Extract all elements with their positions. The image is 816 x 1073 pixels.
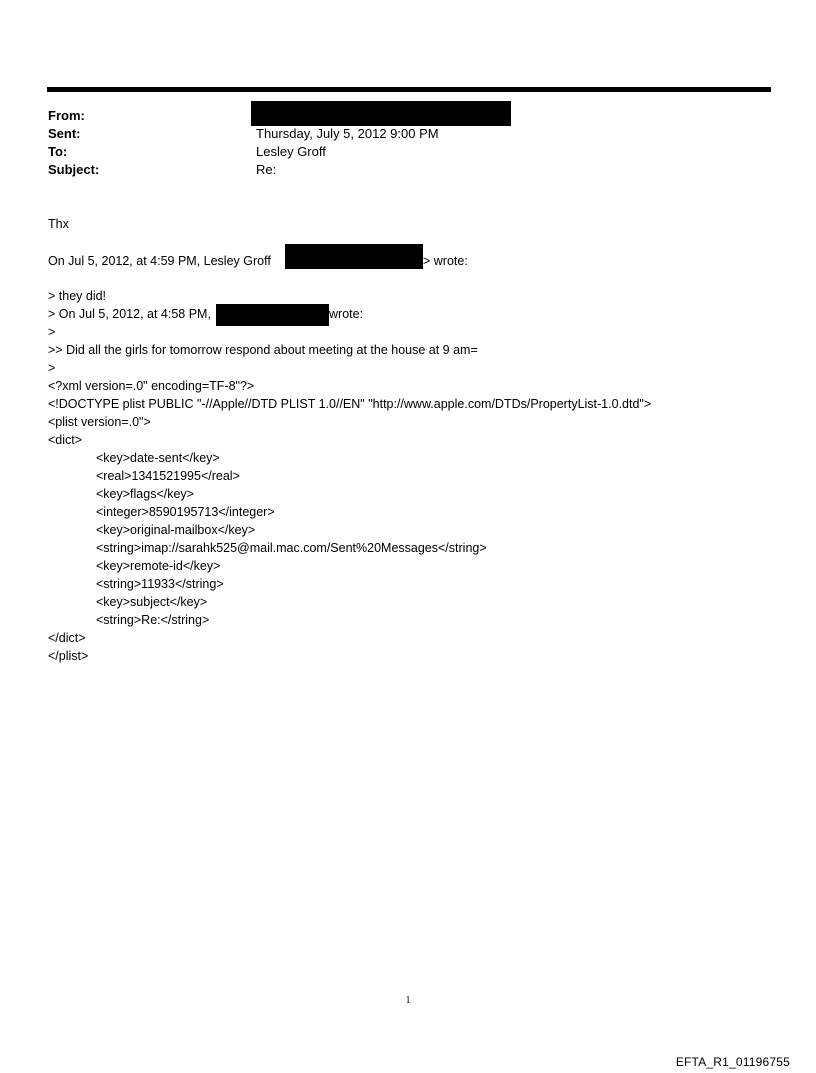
plist-entry: <string>imap://sarahk525@mail.mac.com/Sent%20Messages</string> (96, 541, 487, 555)
sent-value: Thursday, July 5, 2012 9:00 PM (256, 126, 439, 141)
reply-text: Thx (48, 217, 69, 231)
dict-close: </dict> (48, 631, 86, 645)
to-label: To: (48, 144, 68, 159)
redaction-email-2 (216, 304, 329, 326)
page-number: 1 (405, 995, 411, 1006)
plist-entry: <key>subject</key> (96, 595, 208, 609)
plist-entry: <string>11933</string> (96, 577, 224, 591)
plist-open: <plist version=.0"> (48, 415, 151, 429)
plist-entry: <real>1341521995</real> (96, 469, 240, 483)
redaction-from (251, 101, 511, 126)
plist-entry: <string>Re:</string> (96, 613, 210, 627)
quoted-line: > (48, 361, 56, 375)
quoted-line: > they did! (48, 289, 107, 303)
document-id: EFTA_R1_01196755 (675, 1055, 790, 1069)
plist-entry: <key>flags</key> (96, 487, 194, 501)
quote-intro-suffix: > wrote: (423, 254, 468, 268)
plist-entry: <key>original-mailbox</key> (96, 523, 256, 537)
plist-close: </plist> (48, 649, 89, 663)
quote-intro-prefix: On Jul 5, 2012, at 4:59 PM, Lesley Groff (48, 254, 271, 268)
plist-entry: <key>date-sent</key> (96, 451, 220, 465)
dict-open: <dict> (48, 433, 83, 447)
sent-label: Sent: (48, 126, 81, 141)
quoted-line: > On Jul 5, 2012, at 4:58 PM, (48, 307, 211, 321)
plist-entry: <key>remote-id</key> (96, 559, 221, 573)
doctype-line: <!DOCTYPE plist PUBLIC "-//Apple//DTD PLIST 1.0//EN" "http://www.apple.com/DTDs/PropertyList-1.0.dtd"> (48, 397, 652, 411)
header-rule (47, 87, 771, 92)
to-value: Lesley Groff (256, 144, 326, 159)
subject-label: Subject: (48, 162, 100, 177)
xml-declaration: <?xml version=.0" encoding=TF-8"?> (48, 379, 255, 393)
subject-value: Re: (256, 162, 277, 177)
quoted-line: >> Did all the girls for tomorrow respond about meeting at the house at 9 am= (48, 343, 478, 357)
quoted-line: > (48, 325, 56, 339)
quoted-wrote: wrote: (329, 307, 364, 321)
redaction-email-1 (285, 244, 423, 269)
plist-entry: <integer>8590195713</integer> (96, 505, 275, 519)
from-label: From: (48, 108, 85, 123)
